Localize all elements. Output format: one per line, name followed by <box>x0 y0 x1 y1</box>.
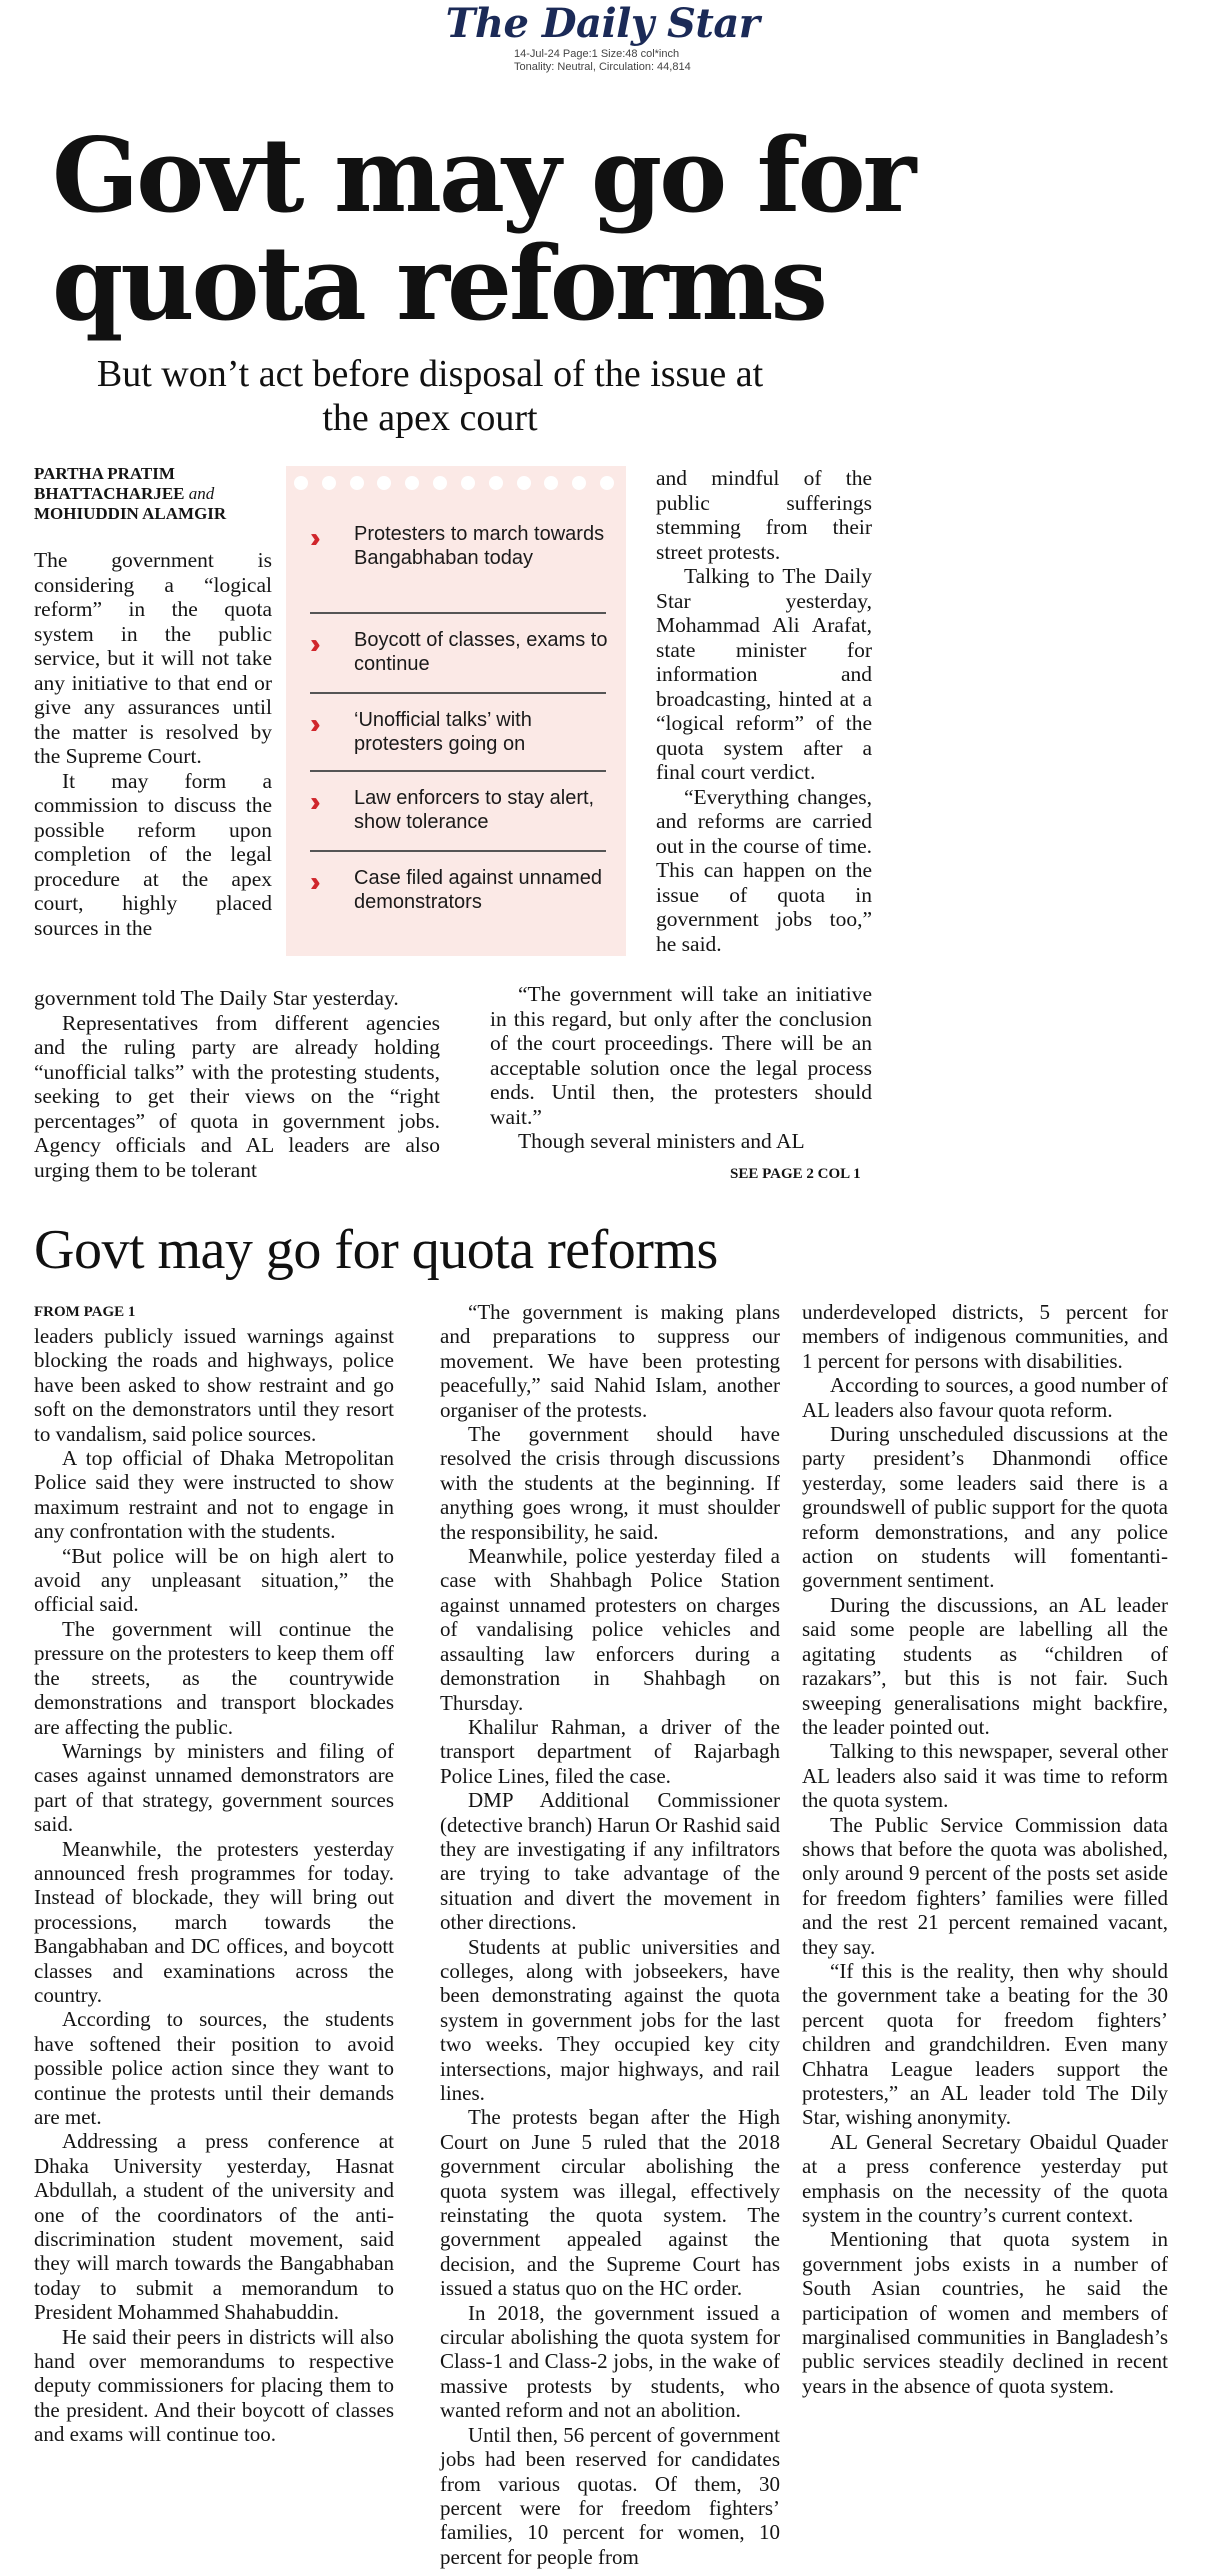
see-page-reference: SEE PAGE 2 COL 1 <box>730 1166 861 1182</box>
page-title: Govt may go for quota reforms <box>52 116 914 344</box>
from-page-reference: FROM PAGE 1 <box>34 1304 136 1320</box>
newspaper-logo: The Daily Star <box>445 0 760 47</box>
divider <box>310 770 606 772</box>
byline-line1: PARTHA PRATIM <box>34 464 175 483</box>
byline <box>34 464 264 524</box>
byline-line2 <box>34 484 264 504</box>
continued-column-3: underdeveloped districts, 5 percent for members of indigenous communities, and 1 percent for persons with disabilities. According to sources, a good number of AL leaders also favour quota reform. During unscheduled discussions at the party president’s Dhanmondi office yesterday, some leaders said there is a groundswell of public support for the quota reform demonstrations, and any police action on students will fomentanti-government sentiment. During the discussions, an AL leader said some people are labelling all the agitating students as “children of razakars”, but this is not fair. Such sweeping generalisations might backfire, the leader pointed out. Talking to this newspaper, several other AL leaders also said it was time to reform the quota system. The Public Service Commission data shows that before the quota was abolished, only around 9 percent of the posts set aside for freedom fighters’ families were filled and the rest 21 percent remained vacant, they say. “If this is the reality, then why should the government take a beating for the 30 percent quota for freedom fighters’ children and grandchildren. Even many Chhatra League leaders support the protesters,” an AL leader told The Dily Star, wishing anonymity. AL General Secretary Obaidul Quader at a press conference yesterday put emphasis on the necessity of the quota system in the country’s current context. Mentioning that quota system in government jobs exists in a number of South Asian countries, he said the participation of women and members of marginalised communities in Bangladesh’s public services steadily declined in recent years in the absence of quota system. <box>802 1300 1168 2398</box>
chevron-right-icon: ›› <box>310 522 313 553</box>
front-right-wide: “The government will take an initiative in this regard, but only after the conclusion of the court proceedings. There will be an acceptable solution once the legal process ends. Until then, the protesters should wait.” Though several ministers and AL <box>490 982 872 1153</box>
divider <box>310 850 606 852</box>
divider <box>310 612 606 614</box>
byline-and: and <box>188 484 215 503</box>
chevron-right-icon: ›› <box>310 708 313 739</box>
chevron-right-icon: ›› <box>310 786 313 817</box>
highlights-box: ›› Protesters to march towards Bangabhaban today ›› Boycott of classes, exams to continue ›› ‘Unofficial talks’ with protesters going on ›› Law enforcers to stay alert, show tolerance ›› Case filed against unnamed demonstrators <box>286 466 626 956</box>
byline-line2-text: BHATTACHARJEE <box>34 484 185 503</box>
byline-line3: MOHIUDDIN ALAMGIR <box>34 504 227 523</box>
continued-column-2: “The government is making plans and preparations to suppress our movement. We have been protesting peacefully,” said Nahid Islam, another organiser of the protests. The government should have resolved the crisis through discussions with the students at the beginning. If anything goes wrong, it must shoulder the responsibility, he said. Meanwhile, police yesterday filed a case with Shahbagh Police Station against unnamed protesters on charges of vandalising police vehicles and assaulting law enforcers during a demonstration in Shahbagh on Thursday. Khalilur Rahman, a driver of the transport department of Rajarbagh Police Lines, filed the case. DMP Additional Commissioner (detective branch) Harun Or Rashid said they are investigating if any infiltrators are trying to take advantage of the situation and divert the movement in other directions. Students at public universities and colleges, along with jobseekers, have been demonstrating against the quota system in government jobs for the last two weeks. They occupied key city intersections, major highways, and rail lines. The protests began after the High Court on June 5 ruled that the 2018 government circular abolishing the quota system was illegal, effectively reinstating the quota system. The government appealed against the decision, and the Supreme Court has issued a status quo on the HC order. In 2018, the government issued a circular abolishing the quota system for Class-1 and Class-2 jobs, in the wake of massive protests by students, who wanted reform and not an abolition. Until then, 56 percent of government jobs had been reserved for candidates from various quotas. Of them, 30 percent were for freedom fighters’ families, 10 percent for women, 10 percent for people from <box>440 1300 780 2569</box>
clipping-meta-line1: 14-Jul-24 Page:1 Size:48 col*inch <box>514 48 680 60</box>
front-left-wide: government told The Daily Star yesterday. Representatives from different agencies and the ruling party are already holding “unofficial talks” with the protesting students, seeking to get their views on the “right percentages” of quota in government jobs. Agency officials and AL leaders are also urging them to be tolerant <box>34 986 440 1182</box>
front-right-narrow: and mindful of the public sufferings stemming from their street protests. Talking to The Daily Star yesterday, Mohammad Ali Arafat, state minister for information and broadcasting, hinted at a “logical reform” of the quota system after a final court verdict. “Everything changes, and reforms are carried out in the course of time. This can happen on the issue of quota in government jobs too,” he said. <box>656 466 872 956</box>
box-scallop-edge <box>294 476 614 490</box>
chevron-right-icon: ›› <box>310 866 313 897</box>
continuation-headline: Govt may go for quota reforms <box>34 1219 718 1281</box>
divider <box>310 692 606 694</box>
chevron-right-icon: ›› <box>310 628 313 659</box>
front-left-narrow: The government is considering a “logical reform” in the quota system in the public service, but it will not take any initiative to that end or give any assurances until the matter is resolved by the Supreme Court. It may form a commission to discuss the possible reform upon completion of the legal procedure at the apex court, highly placed sources in the <box>34 548 272 940</box>
continued-column-1: leaders publicly issued warnings against blocking the roads and highways, police have been asked to show restraint and go soft on the demonstrators until they resort to vandalism, said police sources. A top official of Dhaka Metropolitan Police said they were instructed to show maximum restraint and not to engage in any confrontation with the students. “But police will be on high alert to avoid any unpleasant situation,” the official said. The government will continue the pressure on the protesters to keep them off the streets, as the countrywide demonstrations and transport blockades are affecting the public. Warnings by ministers and filing of cases against unnamed demonstrators are part of that strategy, government sources said. Meanwhile, the protesters yesterday announced fresh programmes for today. Instead of blockade, they will bring out processions, march towards the Bangabhaban and DC offices, and boycott classes and examinations across the country. According to sources, the students have softened their position to avoid possible police action since they want to continue the protests until their demands are met. Addressing a press conference at Dhaka University yesterday, Hasnat Abdullah, a student of the university and one of the coordinators of the anti-discrimination student movement, said they will march towards the Bangabhaban today to submit a memorandum to President Mohammed Shahabuddin. He said their peers in districts will also hand over memorandums to respective deputy commissioners for placing them to the president. And their boycott of classes and exams will continue too. <box>34 1324 394 2447</box>
subheadline: But won’t act before disposal of the issue at the apex court <box>96 353 764 439</box>
clipping-meta-line2: Tonality: Neutral, Circulation: 44,814 <box>514 61 691 73</box>
